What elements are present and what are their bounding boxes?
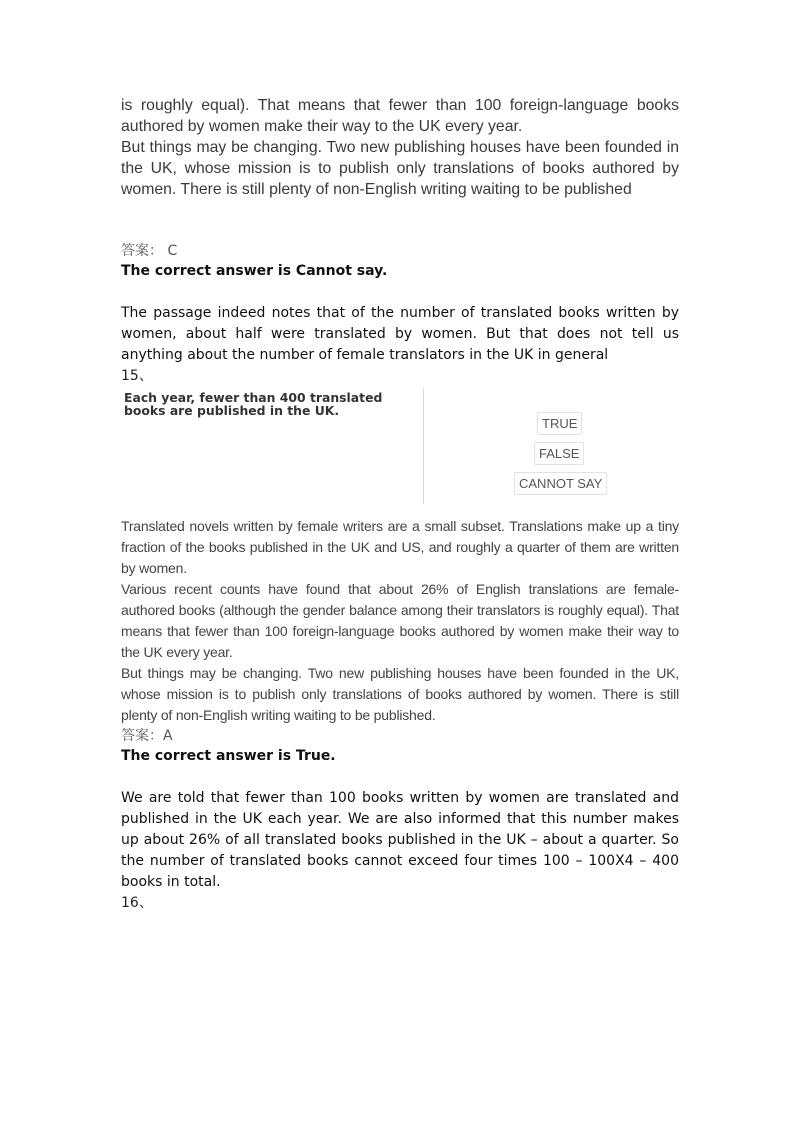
divider bbox=[423, 388, 424, 504]
option-true-button[interactable]: TRUE bbox=[537, 412, 582, 435]
correct-answer-15: The correct answer is True. bbox=[121, 748, 336, 764]
passage-15-paragraph-3: But things may be changing. Two new publishing houses have been founded in the UK, whose mission is to publish only translations of books authored by women. There is still plenty of non-English writing waiting to be published. bbox=[121, 665, 679, 723]
option-false-button[interactable]: FALSE bbox=[534, 442, 584, 465]
correct-answer-14: The correct answer is Cannot say. bbox=[121, 263, 388, 279]
passage-continued-line: is roughly equal). That means that fewer than 100 foreign-language books authored by women make their way to the UK every year. bbox=[121, 97, 679, 135]
answer-label-14: 答案： C bbox=[121, 243, 178, 259]
option-cannot-say-button[interactable]: CANNOT SAY bbox=[514, 472, 607, 495]
answer-label-15: 答案：A bbox=[121, 728, 173, 744]
passage-15-paragraph-1: Translated novels written by female writers are a small subset. Translations make up a tiny fraction of the books published in the UK and US, and roughly a quarter of them are written by women. bbox=[121, 518, 679, 576]
question-statement-15: Each year, fewer than 400 translated books are published in the UK. bbox=[124, 390, 383, 418]
passage-continued-paragraph: But things may be changing. Two new publishing houses have been founded in the UK, whose mission is to publish only translations of books authored by women. There is still plenty of non-English writing waiting to be published bbox=[121, 139, 679, 198]
question-number-16: 16、 bbox=[121, 895, 153, 911]
question-number-15: 15、 bbox=[121, 368, 153, 384]
document-page bbox=[121, 95, 679, 913]
passage-15-paragraph-2: Various recent counts have found that about 26% of English translations are female-authored books (although the gender balance among their translators is roughly equal). That means that fewer than 100 foreign-language books authored by women make their way to the UK every year. bbox=[121, 581, 679, 660]
explanation-14: The passage indeed notes that of the number of translated books written by women, about half were translated by women. But that does not tell us anything about the number of female translators in the UK in general bbox=[121, 305, 679, 363]
explanation-15: We are told that fewer than 100 books written by women are translated and published in the UK each year. We are also informed that this number makes up about 26% of all translated books published in the UK – about a quarter. So the number of translated books cannot exceed four times 100 – 100X4 – 400 books in total. bbox=[121, 790, 679, 890]
question-box-15 bbox=[121, 388, 679, 506]
